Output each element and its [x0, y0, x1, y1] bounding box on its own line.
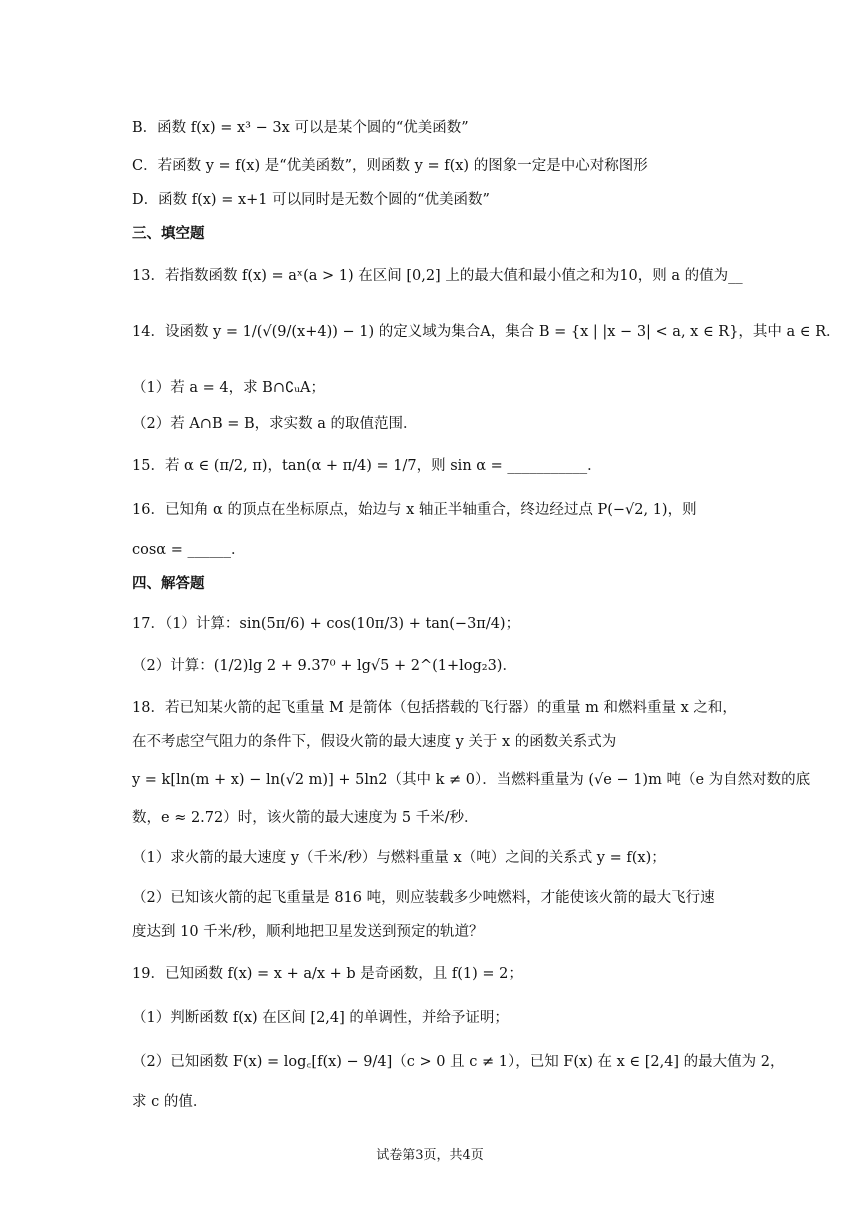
question-17-part-2: （2）计算：(1/2)lg 2 + 9.37⁰ + lg√5 + 2^(1+log₂3)． [132, 658, 517, 674]
question-19-part-1: （1）判断函数 f(x) 在区间 [2,4] 的单调性，并给予证明； [132, 1010, 509, 1026]
section-heading-solutions: 四、解答题 [132, 576, 205, 592]
question-18-line-1: 18．若已知某火箭的起飞重量 M 是箭体（包括搭载的飞行器）的重量 m 和燃料重量 x 之和， [132, 700, 737, 716]
question-14-part-1: （1）若 a = 4，求 B∩∁ᵤA； [132, 380, 325, 396]
question-18-part-1: （1）求火箭的最大速度 y（千米/秒）与燃料重量 x（吨）之间的关系式 y = f(x)； [132, 850, 666, 866]
question-17-part-1: 17．（1）计算：sin(5π/6) + cos(10π/3) + tan(−3π/4)； [132, 616, 521, 632]
option-c: C．若函数 y = f(x) 是“优美函数”，则函数 y = f(x) 的图象一定是中心对称图形 [132, 158, 648, 174]
section-heading-fill-in: 三、填空题 [132, 226, 205, 242]
question-13: 13．若指数函数 f(x) = aˣ(a > 1) 在区间 [0,2] 上的最大值和最小值之和为10，则 a 的值为__ [132, 268, 743, 284]
question-16: 16．已知角 α 的顶点在坐标原点，始边与 x 轴正半轴重合，终边经过点 P(−√2, 1)，则 [132, 502, 697, 518]
question-18-line-3: y = k[ln(m + x) − ln(√2 m)] + 5ln2（其中 k ≠ 0）．当燃料重量为 (√e − 1)m 吨（e 为自然对数的底 [132, 772, 811, 788]
question-19-part-2: （2）已知函数 F(x) = log꜀[f(x) − 9/4]（c > 0 且 c ≠ 1），已知 F(x) 在 x ∈ [2,4] 的最大值为 2， [132, 1054, 785, 1070]
question-16-answer: cosα = ______． [132, 542, 246, 558]
question-14-part-2: （2）若 A∩B = B，求实数 a 的取值范围． [132, 416, 418, 432]
question-14: 14．设函数 y = 1/(√(9/(x+4)) − 1) 的定义域为集合A，集合 B = {x | |x − 3| < a, x ∈ R}，其中 a ∈ R． [132, 324, 841, 340]
question-18-line-4: 数，e ≈ 2.72）时，该火箭的最大速度为 5 千米/秒． [132, 810, 479, 826]
question-19: 19．已知函数 f(x) = x + a/x + b 是奇函数，且 f(1) = 2； [132, 966, 523, 982]
question-18-line-2: 在不考虑空气阻力的条件下，假设火箭的最大速度 y 关于 x 的函数关系式为 [132, 734, 617, 750]
option-b: B．函数 f(x) = x³ − 3x 可以是某个圆的“优美函数” [132, 120, 469, 136]
option-d: D．函数 f(x) = x+1 可以同时是无数个圆的“优美函数” [132, 192, 490, 208]
question-19-part-2-cont: 求 c 的值． [132, 1094, 208, 1110]
question-15: 15．若 α ∈ (π/2, π)，tan(α + π/4) = 1/7，则 sin α = ___________． [132, 458, 602, 474]
question-18-part-2: （2）已知该火箭的起飞重量是 816 吨，则应装载多少吨燃料，才能使该火箭的最大飞行速 [132, 890, 715, 906]
question-18-part-2-cont: 度达到 10 千米/秒，顺利地把卫星发送到预定的轨道？ [132, 924, 484, 940]
page-footer: 试卷第3页，共4页 [376, 1148, 484, 1163]
